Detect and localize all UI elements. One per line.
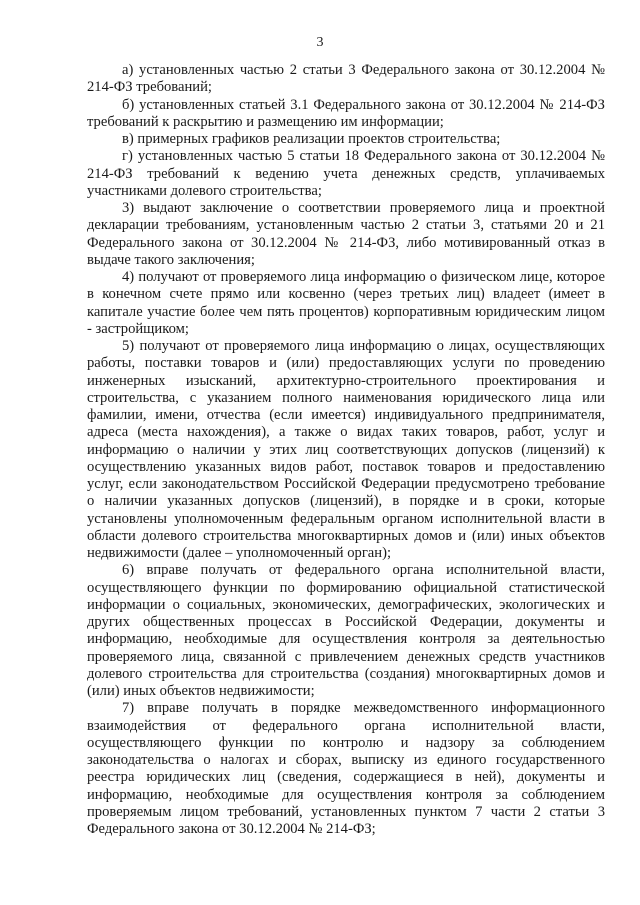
paragraph-item-5: 5) получают от проверяемого лица информацию о лицах, осуществляющих работы, поставки товаров и (или) предоставляющих услуги по проведению инженерных изысканий, архитектурно-строительного проектирования и строительства, с указанием полного наименования юридического лица или фамилии, имени, отчества (если имеется) индивидуального предпринимателя, адреса (места нахождения), а также о видах таких товаров, работ, услуг и информацию о наличии у этих лиц соответствующих допусков (лицензий) к осуществлению указанных видов работ, поставок товаров и предоставлению услуг, если законодательством Российской Федерации предусмотрено требование о наличии указанных допусков (лицензий), в порядке и в сроки, которые установлены уполномоченным федеральным органом исполнительной власти в области долевого строительства многоквартирных домов и (или) иных объектов недвижимости (далее – уполномоченный орган);	[87, 338, 605, 561]
paragraph-item-g: г) установленных частью 5 статьи 18 Федерального закона от 30.12.2004 № 214-ФЗ требований к ведению учета денежных средств, уплачиваемых участниками долевого строительства;	[87, 148, 605, 199]
paragraph-item-6: 6) вправе получать от федерального органа исполнительной власти, осуществляющего функции по формированию официальной статистической информации о социальных, экономических, демографических, экологических и других общественных процессах в Российской Федерации, документы и информацию, необходимые для осуществления контроля за деятельностью проверяемого лица, связанной с привлечением денежных средств участников долевого строительства для строительства (создания) многоквартирных домов и (или) иных объектов недвижимости;	[87, 562, 605, 699]
paragraph-item-4: 4) получают от проверяемого лица информацию о физическом лице, которое в конечном счете прямо или косвенно (через третьих лиц) владеет (имеет в капитале участие более чем пять процентов) корпоративным юридическим лицом - застройщиком;	[87, 269, 605, 337]
paragraph-item-a: а) установленных частью 2 статьи 3 Федерального закона от 30.12.2004 № 214-ФЗ требований;	[87, 62, 605, 96]
paragraph-item-b: б) установленных статьей 3.1 Федерального закона от 30.12.2004 № 214-ФЗ требований к раскрытию и размещению им информации;	[87, 96, 605, 130]
page-number: 3	[316, 35, 324, 50]
paragraph-item-v: в) примерных графиков реализации проектов строительства;	[122, 131, 501, 147]
paragraph-item-7: 7) вправе получать в порядке межведомственного информационного взаимодействия от федерального органа исполнительной власти, осуществляющего функции по контролю и надзору за соблюдением законодательства о налогах и сборах, выписку из единого государственного реестра юридических лиц (сведения, содержащиеся в ней), документы и информацию, необходимые для осуществления контроля за соблюдением проверяемым лицом требований, установленных пунктом 7 части 2 статьи 3 Федерального закона от 30.12.2004 № 214-ФЗ;	[87, 700, 605, 837]
paragraph-item-3: 3) выдают заключение о соответствии проверяемого лица и проектной декларации требованиям, установленным частью 2 статьи 3, статьями 20 и 21 Федерального закона от 30.12.2004 № 214-ФЗ, либо мотивированный отказ в выдаче такого заключения;	[87, 200, 605, 268]
document-body	[87, 62, 605, 838]
